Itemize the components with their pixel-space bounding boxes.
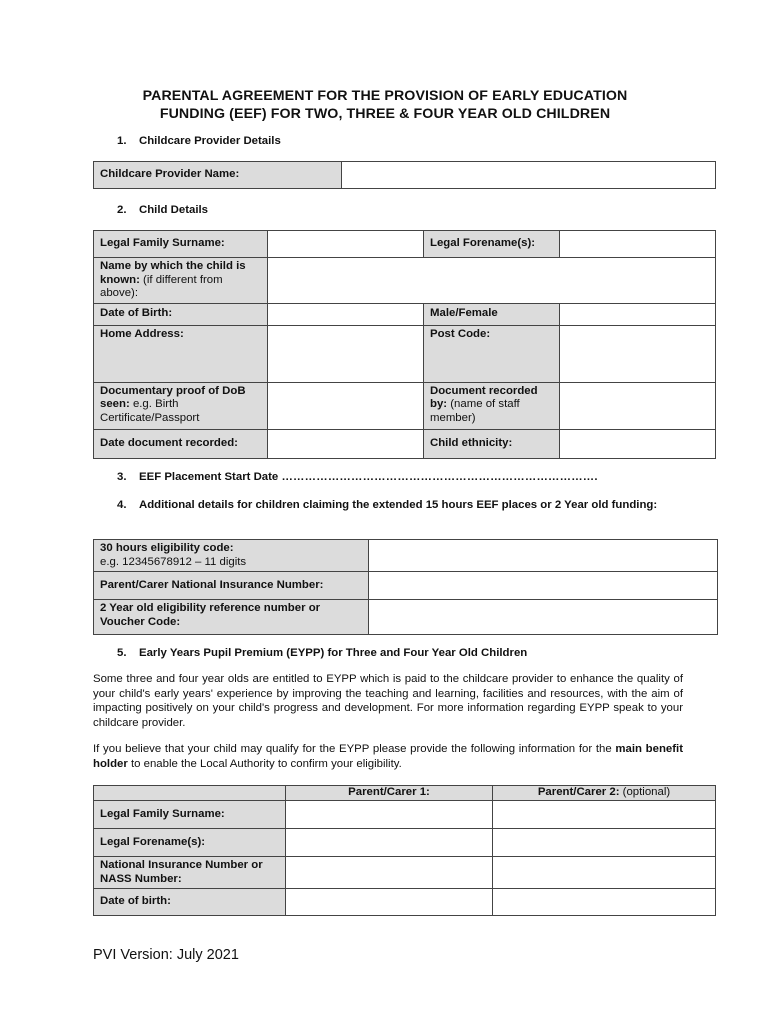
parent-2-header <box>493 786 716 801</box>
section-number: 2. <box>117 204 127 216</box>
ni-number-field[interactable] <box>369 572 718 600</box>
section-title: EEF Placement Start Date <box>139 471 279 483</box>
provider-table <box>93 161 716 189</box>
address-field[interactable] <box>268 325 424 382</box>
recorded-by-label <box>424 382 560 429</box>
parent-2-header-note: (optional) <box>622 786 671 799</box>
document-title <box>80 87 690 123</box>
child-details-table <box>93 230 716 459</box>
surname-label: Legal Family Surname: <box>94 231 268 258</box>
two-year-code-field[interactable] <box>369 600 718 635</box>
eligibility-code-label-note: e.g. 12345678912 – 11 digits <box>100 555 247 568</box>
parent-2-dob-field[interactable] <box>493 889 716 916</box>
two-year-code-label: 2 Year old eligibility reference number or Voucher Code: <box>94 600 369 635</box>
parent-2-ni-field[interactable] <box>493 857 716 889</box>
known-name-label <box>94 258 268 304</box>
proof-label-bold: Documentary proof of DoB seen: <box>100 384 246 410</box>
section-title: Additional details for children claiming the extended 15 hours EEF places or 2 Year old funding: <box>139 499 658 511</box>
parent-1-forenames-field[interactable] <box>286 829 493 857</box>
parent-2-forenames-field[interactable] <box>493 829 716 857</box>
section-number: 3. <box>117 471 127 483</box>
instructions-text: If you believe that your child may qualify for the EYPP please provide the following information for the <box>93 743 616 755</box>
section-title: Childcare Provider Details <box>139 135 281 147</box>
eligibility-code-field[interactable] <box>369 540 718 572</box>
forenames-field[interactable] <box>560 231 716 258</box>
parent-1-ni-field[interactable] <box>286 857 493 889</box>
section-3-heading <box>117 470 677 484</box>
postcode-label: Post Code: <box>424 325 560 382</box>
parent-2-surname-field[interactable] <box>493 801 716 829</box>
parent-2-header-bold: Parent/Carer 2: <box>537 786 620 799</box>
section-number: 4. <box>117 499 127 511</box>
ethnicity-field[interactable] <box>560 429 716 458</box>
instructions-emphasis: main benefit holder <box>93 743 684 770</box>
parent-1-header: Parent/Carer 1: <box>286 786 493 801</box>
ethnicity-label: Child ethnicity: <box>424 429 560 458</box>
eypp-description: Some three and four year olds are entitled to EYPP which is paid to the childcare provider to enhance the quality of your child's early years' experience by improving the teaching and learning, facilities and resources, with the aim of impacting positively on your child's progress and development. For more information regarding EYPP speak to your childcare provider. <box>93 673 683 729</box>
title-line-1: PARENTAL AGREEMENT FOR THE PROVISION OF EARLY EDUCATION <box>142 88 628 104</box>
known-name-field[interactable] <box>268 258 716 304</box>
eligibility-code-label-bold: 30 hours eligibility code: <box>100 542 234 554</box>
postcode-field[interactable] <box>560 325 716 382</box>
instructions-text-end: to enable the Local Authority to confirm your eligibility. <box>127 757 402 770</box>
forenames-label: Legal Forename(s): <box>424 231 560 258</box>
proof-label-note: e.g. Birth Certificate/Passport <box>100 398 200 424</box>
parent-1-dob-field[interactable] <box>286 889 493 916</box>
date-recorded-field[interactable] <box>268 429 424 458</box>
eypp-forenames-label: Legal Forename(s): <box>94 829 286 857</box>
eypp-dob-label: Date of birth: <box>94 889 286 916</box>
eligibility-code-label <box>94 540 369 572</box>
known-name-label-note: (if different from above): <box>100 273 223 299</box>
parent-1-surname-field[interactable] <box>286 801 493 829</box>
start-date-field[interactable]: ………………………………………………………………………. <box>281 471 598 483</box>
eypp-instructions <box>93 742 683 771</box>
section-number: 1. <box>117 135 127 147</box>
address-label: Home Address: <box>94 325 268 382</box>
provider-name-field[interactable] <box>342 162 716 189</box>
version-footer: PVI Version: July 2021 <box>93 947 239 963</box>
eypp-header-blank <box>94 786 286 801</box>
section-number: 5. <box>117 647 127 659</box>
eypp-surname-label: Legal Family Surname: <box>94 801 286 829</box>
dob-field[interactable] <box>268 303 424 325</box>
section-title: Child Details <box>139 204 208 216</box>
dob-label: Date of Birth: <box>94 303 268 325</box>
date-recorded-label: Date document recorded: <box>94 429 268 458</box>
sex-field[interactable] <box>560 303 716 325</box>
proof-field[interactable] <box>268 382 424 429</box>
extended-funding-table <box>93 539 718 635</box>
surname-field[interactable] <box>268 231 424 258</box>
proof-label <box>94 382 268 429</box>
eypp-table <box>93 785 716 916</box>
section-2-heading <box>117 203 208 217</box>
provider-name-label: Childcare Provider Name: <box>94 162 342 189</box>
recorded-by-label-bold: Document recorded by: <box>430 384 538 410</box>
ni-number-label: Parent/Carer National Insurance Number: <box>94 572 369 600</box>
known-name-label-bold: Name by which the child is known: <box>100 260 246 286</box>
section-4-heading <box>117 498 677 512</box>
section-5-heading <box>117 646 527 660</box>
recorded-by-field[interactable] <box>560 382 716 429</box>
title-line-2: FUNDING (EEF) FOR TWO, THREE & FOUR YEAR OLD CHILDREN <box>159 106 611 122</box>
eypp-ni-label: National Insurance Number or NASS Number: <box>94 857 286 889</box>
sex-label: Male/Female <box>424 303 560 325</box>
section-1-heading <box>117 134 281 148</box>
section-title: Early Years Pupil Premium (EYPP) for Three and Four Year Old Children <box>139 647 528 659</box>
recorded-by-label-note: (name of staff member) <box>430 398 520 424</box>
